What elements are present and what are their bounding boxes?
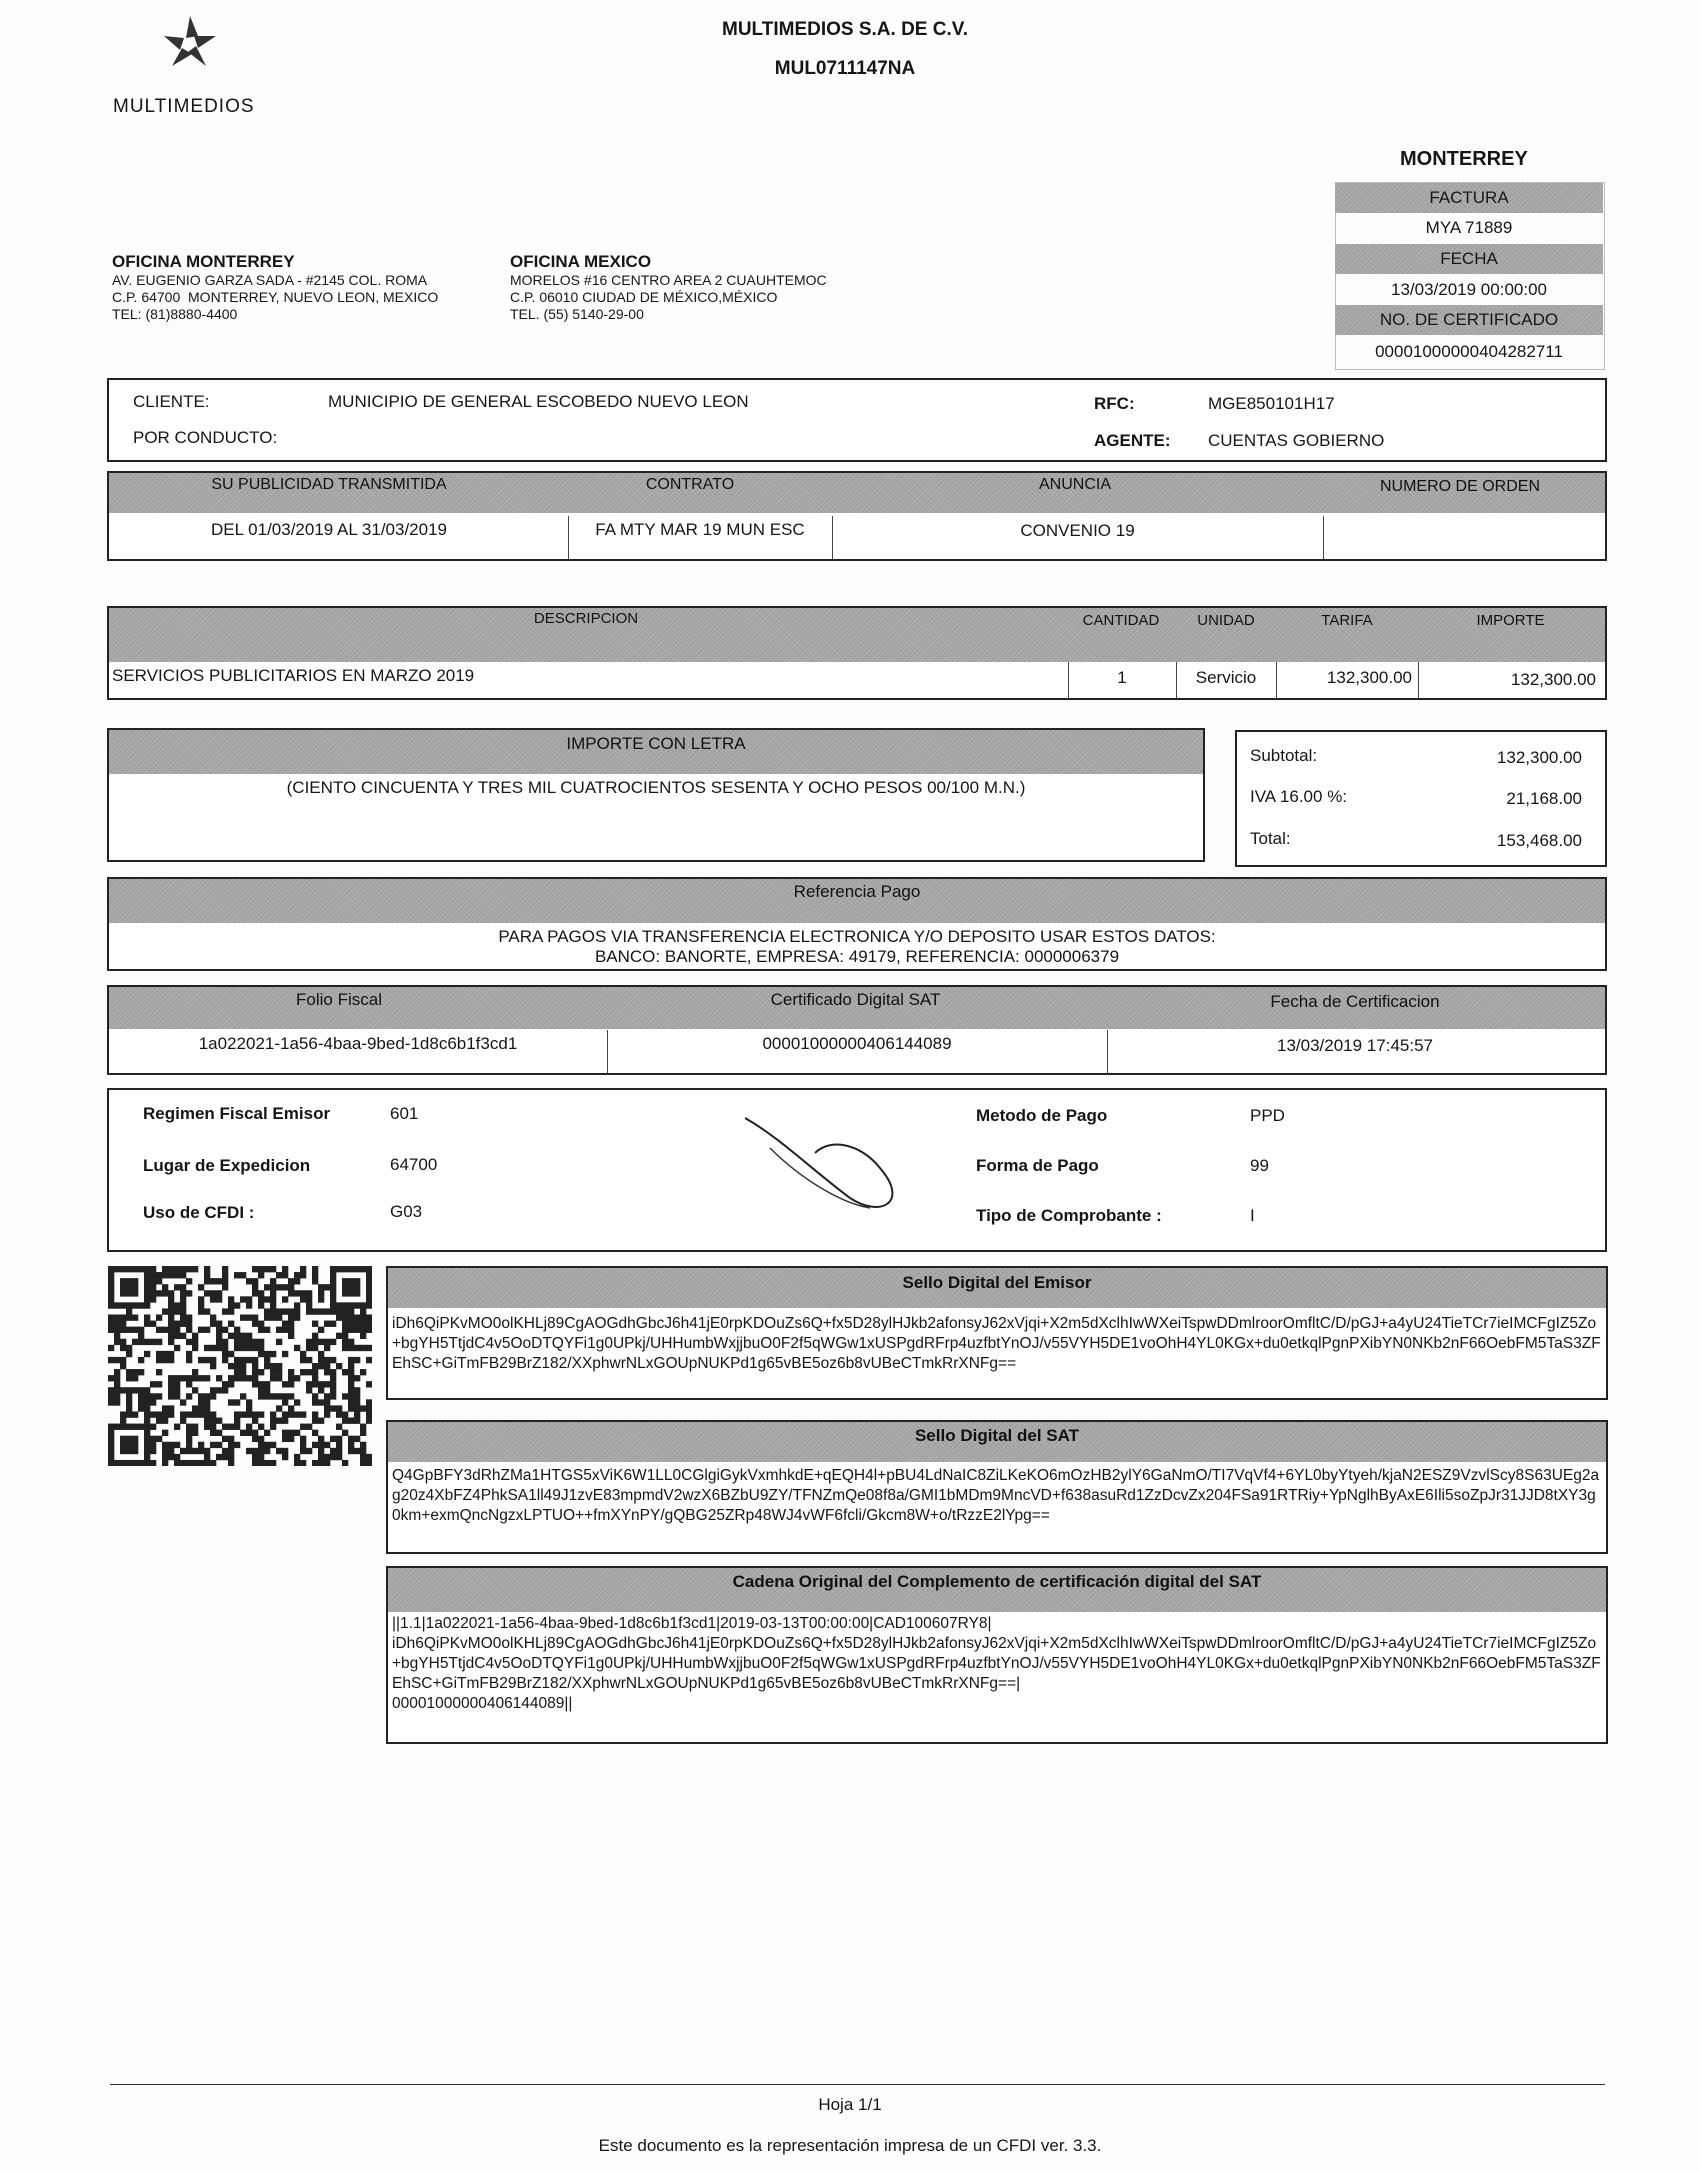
certificado-sat-value: 00001000000406144089 (762, 1034, 952, 1053)
uso-label: Uso de CFDI : (143, 1203, 255, 1222)
uso-value: G03 (390, 1202, 423, 1221)
tipo-value: I (1250, 1206, 1255, 1225)
fiscal-header-fecha: Fecha de Certificacion (1270, 992, 1440, 1011)
office-phone: TEL: (81)8880-4400 (112, 306, 238, 322)
forma-value: 99 (1250, 1156, 1269, 1175)
payment-ref-line1: PARA PAGOS VIA TRANSFERENCIA ELECTRONICA Y/O DEPOSITO USAR ESTOS DATOS: (498, 927, 1216, 946)
items-header-tarifa: TARIFA (1321, 612, 1373, 629)
certificado-label: NO. DE CERTIFICADO (1335, 305, 1603, 335)
office-title: OFICINA MEXICO (510, 252, 652, 271)
sello-sat-title: Sello Digital del SAT (914, 1426, 1080, 1445)
item-importe: 132,300.00 (1510, 670, 1596, 689)
campaign-header-orden: NUMERO DE ORDEN (1379, 478, 1540, 495)
item-unidad: Servicio (1195, 668, 1257, 687)
payment-ref-title: Referencia Pago (793, 882, 921, 901)
office-address-1: AV. EUGENIO GARZA SADA - #2145 COL. ROMA (112, 272, 428, 288)
office-title: OFICINA MONTERREY (112, 252, 295, 271)
campaign-header-publicidad: SU PUBLICIDAD TRANSMITIDA (211, 476, 447, 493)
items-header-importe: IMPORTE (1476, 612, 1545, 629)
cliente-value: MUNICIPIO DE GENERAL ESCOBEDO NUEVO LEON (328, 392, 749, 411)
qr-code (108, 1266, 372, 1466)
city-label: MONTERREY (1400, 148, 1528, 170)
subtotal-value: 132,300.00 (1496, 748, 1582, 767)
agente-value: CUENTAS GOBIERNO (1208, 431, 1385, 450)
company-logo (140, 10, 250, 82)
campaign-header-contrato: CONTRATO (645, 476, 735, 493)
cadena-original-text: ||1.1|1a022021-1a56-4baa-9bed-1d8c6b1f3cd1|2019-03-13T00:00:00|CAD100607RY8| iDh6QiPKvMO0olKHLj89CgAOGdhGbcJ6h41jE0rpKDOuZs6Q+fx5D28ylHJkb2afonsyJ62xVjqi+X2m5dXclhIwWXeiTspwDDmlroorOmfltC/D/pGJ+a4yU24TieTCr7ieIMCFgIZ5Zo+bgYH5TtjdC4v5OoDTQYFi1g0UPkj/UHHumbWxjjbuO0F2f5qWGw1xUSPgdRFrp4uzfbtYnOJ/v55VYH5DE1voOhH4YL0KGx+du0etkqlPgnPXibYN0NKb2nF66OebFM5TaS3ZFEhSC+GiTmFB29BrZ182/XXphwrNLxGOUpNUKPd1g65vBE5oz6b8vUBeCTmkRrXNFg==| 00001000000406144089|| (392, 1615, 1601, 1712)
campaign-contrato: FA MTY MAR 19 MUN ESC (595, 520, 805, 539)
page-number: Hoja 1/1 (818, 2095, 882, 2114)
tipo-label: Tipo de Comprobante : (976, 1206, 1162, 1225)
amount-words-title: IMPORTE CON LETRA (566, 734, 746, 753)
office-mexico (510, 252, 827, 323)
forma-label: Forma de Pago (976, 1156, 1099, 1175)
office-phone: TEL. (55) 5140-29-00 (510, 306, 644, 322)
folio-fiscal-value: 1a022021-1a56-4baa-9bed-1d8c6b1f3cd1 (198, 1034, 518, 1053)
office-monterrey (112, 252, 438, 323)
sello-emisor-title: Sello Digital del Emisor (902, 1273, 1092, 1292)
factura-label: FACTURA (1335, 183, 1603, 213)
lugar-value: 64700 (390, 1155, 438, 1174)
rfc-label: RFC: (1094, 394, 1135, 413)
cadena-original-title: Cadena Original del Complemento de certificación digital del SAT (732, 1572, 1262, 1591)
items-header-cantidad: CANTIDAD (1082, 612, 1160, 629)
item-cantidad: 1 (1117, 668, 1127, 687)
rfc-value: MGE850101H17 (1208, 394, 1335, 413)
footer-divider (110, 2084, 1605, 2085)
fecha-certificacion-value: 13/03/2019 17:45:57 (1277, 1036, 1433, 1055)
fecha-label: FECHA (1335, 244, 1603, 274)
items-header-descripcion: DESCRIPCION (533, 610, 639, 627)
office-address-2: C.P. 06010 CIUDAD DE MÉXICO,MÉXICO (510, 289, 778, 305)
iva-value: 21,168.00 (1506, 789, 1582, 808)
cfdi-note: Este documento es la representación impresa de un CFDI ver. 3.3. (598, 2136, 1102, 2155)
campaign-anuncia: CONVENIO 19 (1020, 521, 1135, 540)
company-name: MULTIMEDIOS S.A. DE C.V. (722, 19, 968, 40)
certificado-value: 00001000000404282711 (1375, 342, 1563, 361)
regimen-value: 601 (390, 1104, 419, 1123)
items-header-unidad: UNIDAD (1197, 612, 1255, 629)
campaign-header-anuncia: ANUNCIA (1038, 476, 1111, 493)
office-address-2: C.P. 64700 MONTERREY, NUEVO LEON, MEXICO (112, 289, 439, 305)
cliente-label: CLIENTE: (133, 392, 210, 411)
total-value: 153,468.00 (1496, 831, 1582, 850)
handwritten-mark (740, 1108, 910, 1218)
office-address-1: MORELOS #16 CENTRO AREA 2 CUAUHTEMOC (510, 272, 827, 288)
fecha-value: 13/03/2019 00:00:00 (1391, 280, 1547, 299)
agente-label: AGENTE: (1094, 431, 1171, 450)
company-logo-text: MULTIMEDIOS (113, 96, 255, 117)
payment-ref-line2: BANCO: BANORTE, EMPRESA: 49179, REFERENCIA: 0000006379 (594, 947, 1120, 966)
subtotal-label: Subtotal: (1250, 746, 1318, 765)
item-descripcion: SERVICIOS PUBLICITARIOS EN MARZO 2019 (112, 666, 475, 685)
iva-label: IVA 16.00 %: (1250, 787, 1348, 806)
fiscal-header-folio: Folio Fiscal (296, 990, 382, 1009)
metodo-value: PPD (1250, 1106, 1285, 1125)
total-label: Total: (1250, 829, 1291, 848)
metodo-label: Metodo de Pago (976, 1106, 1108, 1125)
fiscal-header-certificado: Certificado Digital SAT (770, 990, 941, 1009)
conducto-label: POR CONDUCTO: (133, 428, 278, 447)
divider (1323, 516, 1324, 559)
campaign-periodo: DEL 01/03/2019 AL 31/03/2019 (211, 520, 447, 539)
lugar-label: Lugar de Expedicion (143, 1156, 311, 1175)
item-tarifa: 132,300.00 (1326, 668, 1412, 687)
factura-value: MYA 71889 (1425, 218, 1513, 237)
amount-words-text: (CIENTO CINCUENTA Y TRES MIL CUATROCIENTOS SESENTA Y OCHO PESOS 00/100 M.N.) (286, 778, 1026, 797)
company-rfc: MUL0711147NA (774, 58, 916, 79)
sello-emisor-text: iDh6QiPKvMO0olKHLj89CgAOGdhGbcJ6h41jE0rpKDOuZs6Q+fx5D28ylHJkb2afonsyJ62xVjqi+X2m5dXclhIwWXeiTspwDDmlroorOmfltC/D/pGJ+a4yU24TieTCr7ieIMCFgIZ5Zo+bgYH5TtjdC4v5OoDTQYFi1g0UPkj/UHHumbWxjjbuO0F2f5qWGw1xUSPgdRFrp4uzfbtYnOJ/v55VYH5DE1voOhH4YL0KGx+du0etkqlPgnPXibYN0NKb2nF66OebFM5TaS3ZFEhSC+GiTmFB29BrZ182/XXphwrNLxGOUpNUKPd1g65vBE5oz6b8vUBeCTmkRrXNFg== (392, 1315, 1601, 1372)
sello-sat-text: Q4GpBFY3dRhZMa1HTGS5xViK6W1LL0CGlgiGykVxmhkdE+qEQH4l+pBU4LdNaIC8ZiLKeKO6mOzHB2ylY6GaNmO/TI7VqVf4+6YL0byYtyeh/kjaN2ESZ9VzvlScy8S63UEg2ag20z4XbFZ4PhkSA1ll49J1zvE83mpmdV2wzX6BZbU9ZY/TFNZmQe08f8a/GMI1bMDm9MncVD+f638asuRd1ZzDcvZx204FSa91RTRiy+YpNglhByAxE6Ili5soZpJr31JJD8tXY3g0km+exmQncNgzxLPTUO++fmXYnPY/gQBG25ZRp48WJ4vWF6fcli/Gkcm8W+o/tRzzE2lYpg== (392, 1467, 1600, 1524)
regimen-label: Regimen Fiscal Emisor (143, 1104, 331, 1123)
